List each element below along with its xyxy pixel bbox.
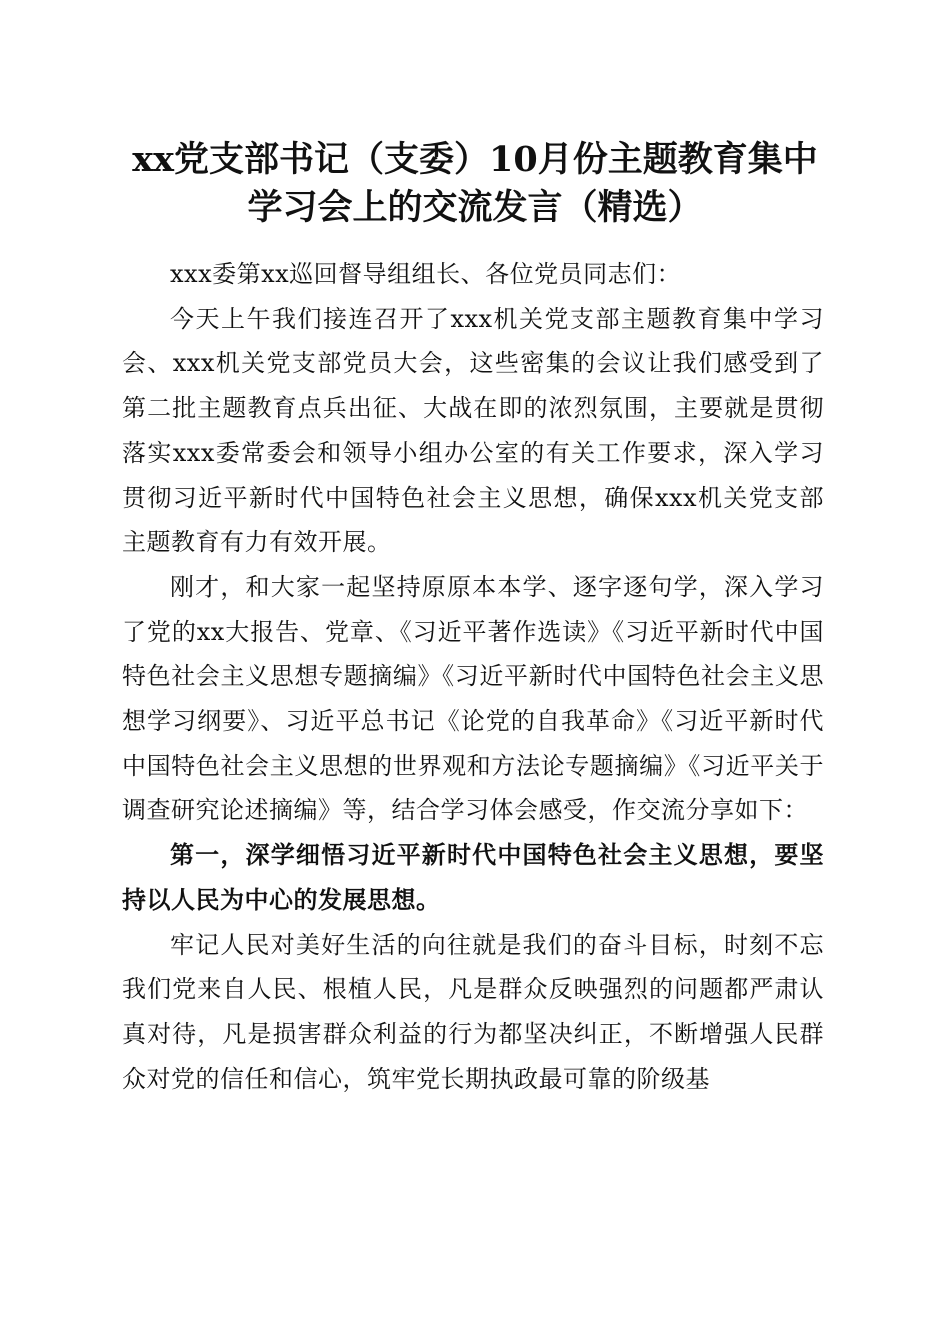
title-line-1: xx党支部书记（支委）10月份主题教育集中 <box>132 139 818 180</box>
section-heading-1: 第一，深学细悟习近平新时代中国特色社会主义思想，要坚持以人民为中心的发展思想。 <box>122 840 824 914</box>
paragraph-1: 今天上午我们接连召开了xxx机关党支部主题教育集中学习会、xxx机关党支部党员大会，这些密集的会议让我们感受到了第二批主题教育点兵出征、大战在即的浓烈氛围，主要就是贯彻落实xxx委常委会和领导小组办公室的有关工作要求，深入学习贯彻习近平新时代中国特色社会主义思想，确保xxx机关党支部主题教育有力有效开展。 <box>122 304 824 557</box>
title-line-2: 学习会上的交流发言（精选） <box>247 187 703 228</box>
paragraph-2: 刚才，和大家一起坚持原原本本学、逐字逐句学，深入学习了党的xx大报告、党章、《习近平著作选读》《习近平新时代中国特色社会主义思想专题摘编》《习近平新时代中国特色社会主义思想学习纲要》、习近平总书记《论党的自我革命》《习近平新时代中国特色社会主义思想的世界观和方法论专题摘编》《习近平关于调查研究论述摘编》等，结合学习体会感受，作交流分享如下： <box>122 572 824 825</box>
salutation: xxx委第xx巡回督导组组长、各位党员同志们： <box>170 260 682 288</box>
document-body <box>122 252 824 1101</box>
document-title <box>100 136 850 232</box>
paragraph-3: 牢记人民对美好生活的向往就是我们的奋斗目标，时刻不忘我们党来自人民、根植人民，凡是群众反映强烈的问题都严肃认真对待，凡是损害群众利益的行为都坚决纠正，不断增强人民群众对党的信任和信心，筑牢党长期执政最可靠的阶级基 <box>122 930 824 1093</box>
